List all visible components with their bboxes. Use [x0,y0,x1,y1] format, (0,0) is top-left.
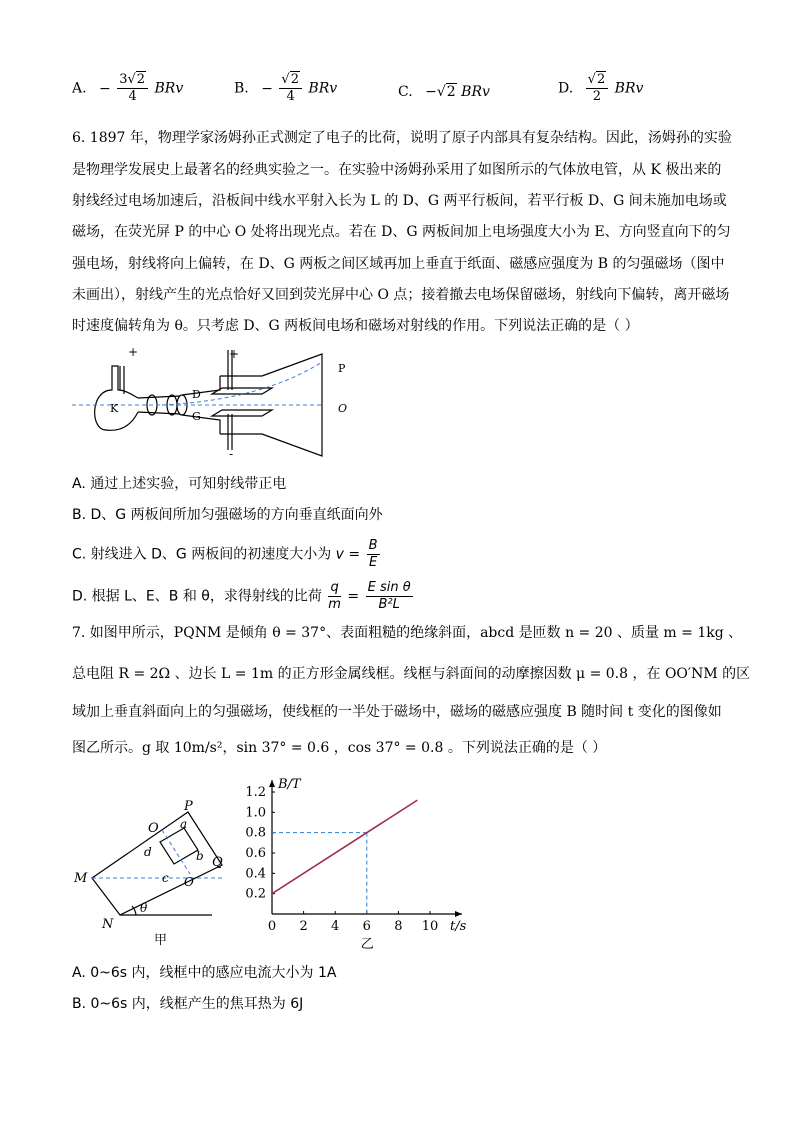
option-text: D. 根据 L、E、B 和 θ，求得射线的比荷 [72,588,327,605]
y-tick-label: 0.4 [245,866,266,882]
fraction [367,538,380,571]
b-label: b [196,849,204,863]
m-label: M [74,871,88,886]
q-label: Q [212,855,223,870]
q7-option-a: A. 0~6s 内，线框中的感应电流大小为 1A [72,965,337,981]
eq: = [342,588,364,605]
figure-b-caption: 乙 [360,937,374,950]
a-label: a [180,817,188,831]
expr-tail: BRv [308,80,338,97]
o-label: O [338,402,348,415]
v-var: v [335,546,344,563]
option-label: B. [234,80,249,97]
q6-line-6: 未画出），射线产生的光点恰好又回到荧光屏中心 O 点；接着撤去电场保留磁场，射线向下偏转，离开磁场 [72,287,730,303]
b-t-chart [238,770,478,950]
discharge-tube-figure [72,340,372,465]
x-tick-label: 0 [267,919,277,934]
denominator: E [368,555,378,570]
o-label: O [148,821,159,836]
y-axis-label: B/T [278,777,301,792]
q5-option-b [234,72,337,105]
y-axis-arrow [269,780,275,787]
minus-sign: − [261,80,273,97]
denominator: 4 [286,89,295,104]
q7-line-4: 图乙所示。g 取 10m/s²，sin 37° = 0.6 ，cos 37° = 0.8 。下列说法正确的是（ ） [72,740,607,756]
denominator: 2 [592,89,602,104]
numerator: B [368,538,378,553]
plus-plate-label: + [229,347,240,361]
q6-option-b: B. D、G 两板间所加匀强磁场的方向垂直纸面向外 [72,507,383,523]
radicand: 2 [596,72,606,87]
x-tick-label: 8 [394,919,403,934]
n-label: N [102,917,114,932]
q7-option-b: B. 0~6s 内，线框产生的焦耳热为 6J [72,996,304,1012]
q7-line-3: 域加上垂直斜面向上的匀强磁场，使线框的一半处于磁场中，磁场的磁感应强度 B 随时间 t 变化的图像如 [72,704,722,720]
q6-option-a: A. 通过上述实验，可知射线带正电 [72,476,287,492]
expr-tail: BRv [461,84,490,100]
c-label: c [162,871,169,885]
option-text: C. 射线进入 D、G 两板间的初速度大小为 [72,546,336,563]
d-label: D [192,388,201,401]
denominator: 4 [128,89,137,104]
q5-option-a [72,72,183,105]
q6-line-3: 射线经过电场加速后，沿板间中线水平射入长为 L 的 D、G 两平行板间，若平行板 D、G 间未施加电场或 [72,193,727,209]
x-tick-label: 10 [421,919,439,934]
expr-tail: BRv [154,80,184,97]
minus-sign: − [99,80,111,97]
radicand: 2 [290,72,299,87]
q5-option-d [558,72,643,105]
y-tick-label: 1.0 [245,805,266,821]
coef: 3 [119,72,128,87]
x-tick-label: 2 [299,919,308,934]
option-label: C. [398,84,413,100]
q6-line-4: 磁场，在荧光屏 P 的中心 O 处将出现光点。若在 D、G 两板间加上电场强度大小为 E、方向竖直向下的匀 [72,224,731,240]
series-line [272,800,417,894]
expr-tail: BRv [614,80,644,97]
y-tick-label: 0.2 [245,886,266,902]
q6-line-1: 6. 1897 年，物理学家汤姆孙正式测定了电子的比荷，说明了原子内部具有复杂结构。因此，汤姆孙的实验 [72,130,732,146]
q5-option-c: C. −√2 BRv [398,84,490,100]
p-label: P [338,362,346,375]
y-tick-label: 1.2 [245,785,266,800]
denominator: m [328,597,341,612]
theta-label: θ [140,901,148,915]
fraction: $\frac{3√2}{4}$ [117,72,148,105]
q6-line-2: 是物理学发展史上最著名的经典实验之一。在实验中汤姆孙采用了如图所示的气体放电管，从 K 极出来的 [72,162,722,178]
q6-option-c [72,538,732,571]
minus-plate-label: - [229,447,234,461]
fraction: $\frac{√2}{4}$ [279,72,302,105]
figure-a-caption: 甲 [154,933,168,948]
q7-line-1: 7. 如图甲所示，PQNM 是倾角 θ = 37°、表面粗糙的绝缘斜面，abcd 是匝数 n = 20 、质量 m = 1kg 、 [72,625,743,641]
eq: = [343,546,365,563]
numerator: E sin θ [367,580,411,595]
d-label: d [144,845,152,859]
q7-line-2: 总电阻 R = 2Ω 、边长 L = 1m 的正方形金属线框。线框与斜面间的动摩擦因数 μ = 0.8 ，在 OO′NM 的区 [72,666,751,682]
plus-terminal-label: + [128,345,139,359]
fraction [366,580,413,613]
y-tick-label: 0.8 [245,825,266,841]
g-label: G [192,410,201,423]
numerator: q [328,580,341,597]
x-axis-arrow [455,911,462,917]
x-tick-label: 4 [331,919,340,934]
radicand: 2 [136,72,146,87]
k-label: K [110,402,119,415]
radicand: 2 [446,84,456,100]
o-prime-label: O′ [184,875,197,889]
y-tick-label: 0.6 [245,846,266,861]
q6-option-d [72,580,732,613]
p-label: P [184,799,193,814]
incline-figure [72,770,242,950]
x-axis-label: t/s [450,919,467,934]
denominator: B²L [378,597,400,612]
q6-line-5: 强电场，射线将向上偏转，在 D、G 两板之间区域再加上垂直于纸面、磁感应强度为 B 的匀强磁场（图中 [72,256,725,272]
minus-sign: − [425,84,437,100]
option-label: D. [558,80,574,97]
fraction: $\frac{√2}{2}$ [586,72,609,105]
fraction [328,580,341,613]
option-label: A. [72,80,87,97]
x-tick-label: 6 [362,919,371,934]
q6-line-7: 时速度偏转角为 θ。只考虑 D、G 两板间电场和磁场对射线的作用。下列说法正确的是（ ） [72,318,639,334]
